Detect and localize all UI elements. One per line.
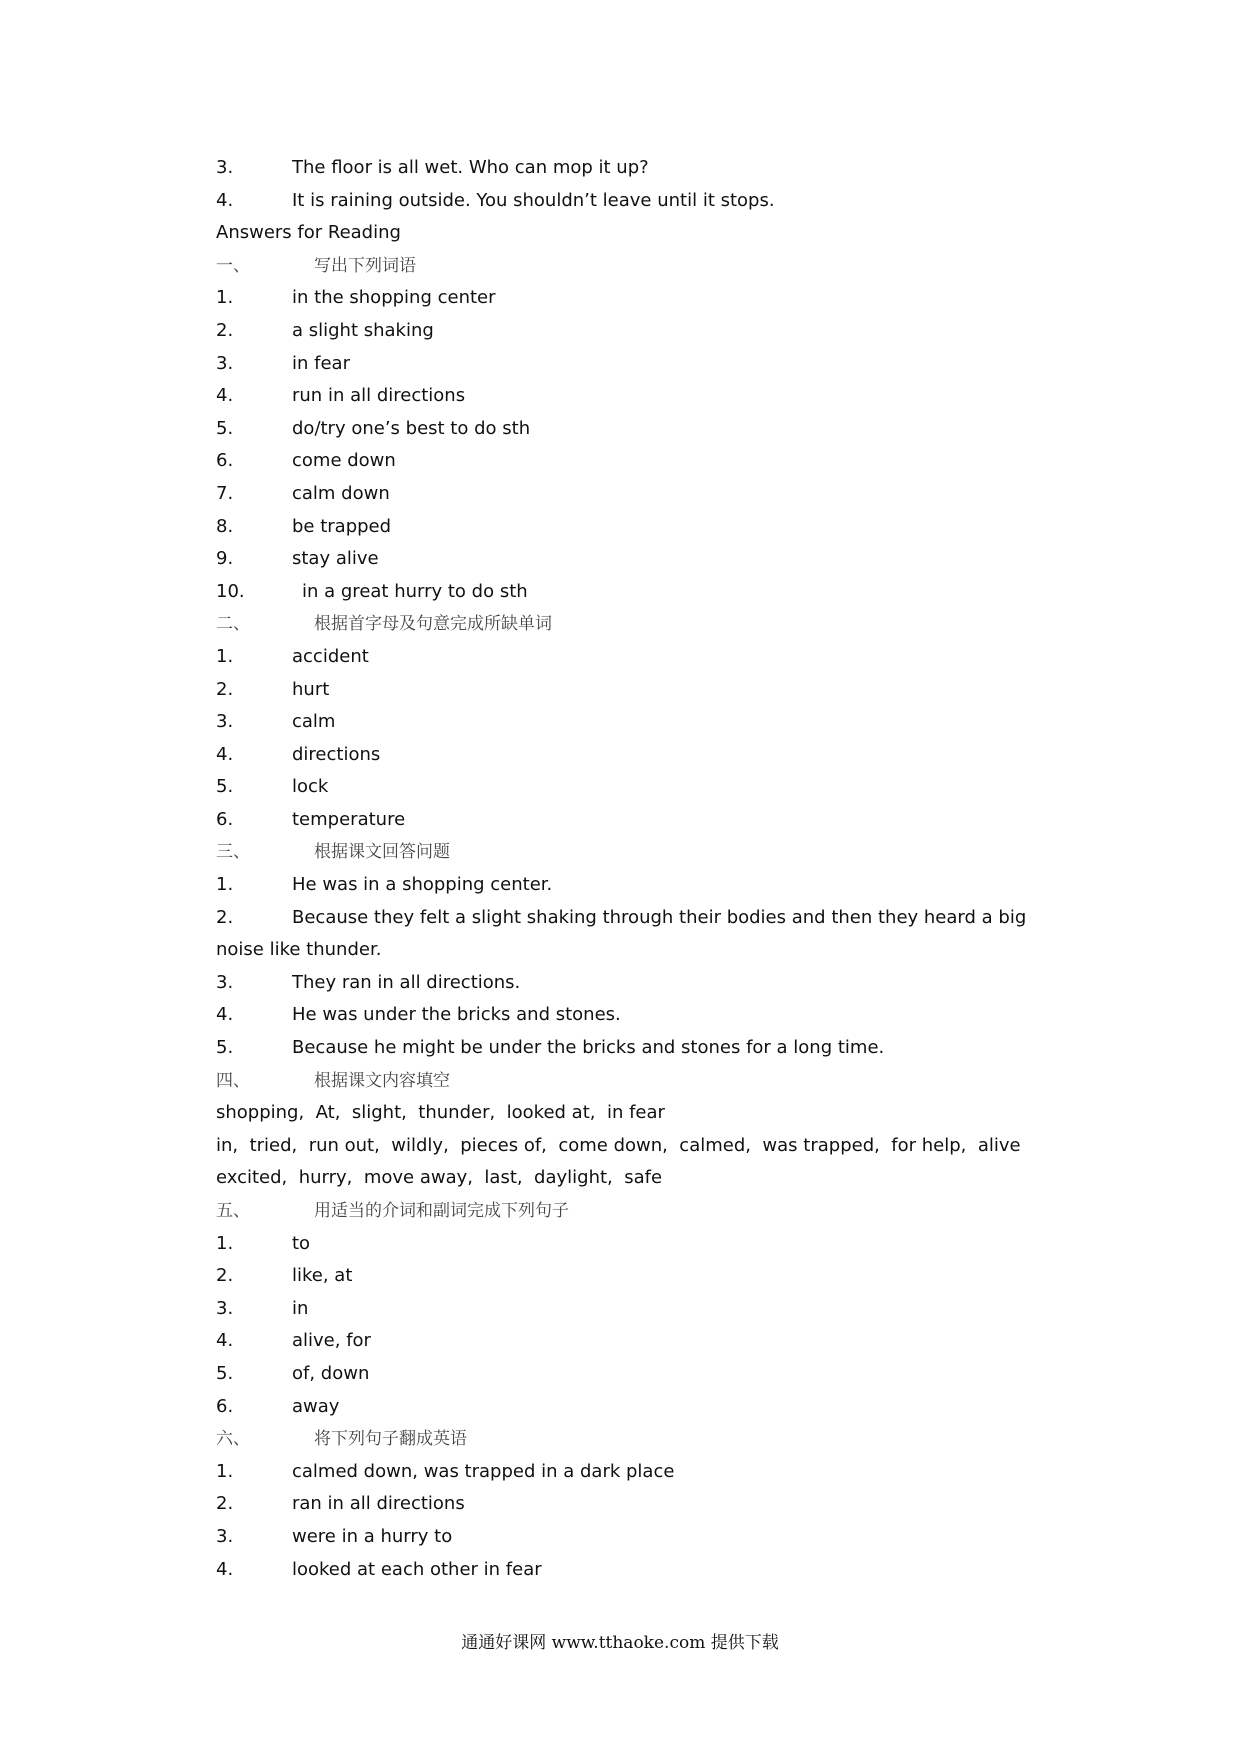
item-number: 1. [216, 645, 234, 667]
list-item [216, 576, 1066, 609]
item-text: come down [292, 450, 396, 472]
list-item [216, 185, 1066, 218]
item-number: 3. [216, 971, 234, 993]
list-item [216, 1032, 1066, 1065]
list-item [216, 869, 1066, 902]
section-title: 写出下列词语 [314, 255, 416, 276]
answers-title: Answers for Reading [216, 222, 401, 244]
list-item [216, 1488, 1066, 1521]
list-item [216, 543, 1066, 576]
list-item [216, 511, 1066, 544]
list-item [216, 282, 1066, 315]
item-text: directions [292, 743, 381, 765]
section-number: 一、 [216, 255, 250, 276]
item-number: 10. [216, 580, 245, 602]
list-item [216, 902, 1066, 967]
list-item [216, 967, 1066, 1000]
list-item [216, 1358, 1066, 1391]
item-text: ran in all directions [292, 1493, 465, 1515]
section-title: 用适当的介词和副词完成下列句子 [314, 1201, 569, 1221]
item-number: 3. [216, 352, 234, 374]
item-number: 4. [216, 1558, 234, 1580]
item-text: calmed down, was trapped in a dark place [292, 1460, 675, 1482]
section-heading [216, 608, 1066, 641]
item-number: 1. [216, 287, 234, 309]
section-number: 六、 [216, 1429, 250, 1450]
item-text: in fear [292, 352, 350, 374]
item-text: calm [292, 711, 336, 733]
item-number: 3. [216, 157, 234, 178]
section-heading [216, 1423, 1066, 1456]
list-item [216, 771, 1066, 804]
section-title: 根据课文内容填空 [314, 1070, 450, 1091]
list-item [216, 1456, 1066, 1489]
item-text: be trapped [292, 515, 392, 537]
list-item [216, 348, 1066, 381]
item-number: 1. [216, 874, 234, 896]
list-item [216, 1293, 1066, 1326]
item-text: to [292, 1232, 311, 1254]
item-number: 1. [216, 1232, 234, 1254]
list-item [216, 739, 1066, 772]
list-item [216, 1521, 1066, 1554]
item-number: 5. [216, 776, 234, 798]
section-number: 三、 [216, 842, 250, 863]
item-number: 2. [216, 319, 234, 341]
item-text: It is raining outside. You shouldn’t leave until it stops. [292, 189, 775, 211]
item-text: alive, for [292, 1330, 371, 1352]
item-number: 1. [216, 1460, 234, 1482]
item-number: 6. [216, 450, 234, 472]
item-text: in [292, 1297, 309, 1319]
item-number: 7. [216, 482, 234, 504]
list-item [216, 1554, 1066, 1587]
item-number: 4. [216, 385, 234, 407]
section-heading [216, 836, 1066, 869]
list-item [216, 1391, 1066, 1424]
item-text: in the shopping center [292, 287, 496, 309]
section-number: 五、 [216, 1201, 250, 1221]
section-heading [216, 250, 1066, 283]
list-item [216, 641, 1066, 674]
list-item [216, 413, 1066, 446]
item-number: 5. [216, 1362, 234, 1384]
item-number: 8. [216, 515, 234, 537]
item-text: looked at each other in fear [292, 1558, 542, 1580]
item-number: 4. [216, 189, 234, 211]
answer-key-content [216, 152, 1066, 1586]
item-number: 2. [216, 1265, 234, 1287]
item-text: He was under the bricks and stones. [292, 1004, 621, 1026]
list-item [216, 999, 1066, 1032]
fill-in-answers-line: excited, hurry, move away, last, daylight, safe [216, 1167, 663, 1189]
list-item [216, 478, 1066, 511]
item-number: 6. [216, 1395, 234, 1417]
list-item [216, 152, 1066, 185]
item-text: away [292, 1395, 340, 1417]
item-text: of, down [292, 1362, 370, 1384]
section-heading [216, 1065, 1066, 1098]
item-text: run in all directions [292, 385, 466, 407]
section-title: 根据课文回答问题 [314, 842, 450, 863]
item-text: in a great hurry to do sth [302, 580, 528, 602]
item-number: 2. [216, 1493, 234, 1515]
item-text: like, at [292, 1265, 353, 1287]
item-text: stay alive [292, 548, 379, 570]
section-number: 四、 [216, 1070, 250, 1091]
list-item [216, 315, 1066, 348]
item-number: 4. [216, 743, 234, 765]
list-item [216, 380, 1066, 413]
item-text: do/try one’s best to do sth [292, 417, 531, 439]
fill-in-answers-line: in, tried, run out, wildly, pieces of, come down, calmed, was trapped, for help, alive [216, 1134, 1021, 1156]
item-text: accident [292, 645, 369, 667]
item-number: 9. [216, 548, 234, 570]
list-item [216, 445, 1066, 478]
item-number: 4. [216, 1004, 234, 1026]
list-item [216, 1260, 1066, 1293]
item-text: were in a hurry to [292, 1525, 453, 1547]
page-footer: 通通好课网 www.tthaoke.com 提供下载 [461, 1633, 779, 1653]
item-text: lock [292, 776, 329, 798]
section-title: 将下列句子翻成英语 [314, 1429, 467, 1450]
item-number: 2. [216, 906, 234, 928]
item-text: hurt [292, 678, 330, 700]
item-number: 3. [216, 1525, 234, 1547]
item-text: The floor is all wet. Who can mop it up? [292, 157, 649, 178]
list-item [216, 674, 1066, 707]
section-number: 二、 [216, 614, 250, 635]
item-number: 3. [216, 1297, 234, 1319]
item-text: He was in a shopping center. [292, 874, 553, 896]
section-heading [216, 1195, 1066, 1228]
item-number: 6. [216, 808, 234, 830]
list-item [216, 1325, 1066, 1358]
item-text: a slight shaking [292, 319, 434, 341]
list-item [216, 804, 1066, 837]
item-number: 4. [216, 1330, 234, 1352]
list-item [216, 1228, 1066, 1261]
item-text: Because he might be under the bricks and stones for a long time. [292, 1037, 885, 1059]
item-number: 5. [216, 417, 234, 439]
item-text: They ran in all directions. [292, 971, 521, 993]
fill-in-answers-line: shopping, At, slight, thunder, looked at, in fear [216, 1102, 665, 1124]
item-number: 3. [216, 711, 234, 733]
list-item [216, 706, 1066, 739]
item-number: 5. [216, 1037, 234, 1059]
section-title: 根据首字母及句意完成所缺单词 [314, 614, 552, 635]
item-number: 2. [216, 678, 234, 700]
item-text: calm down [292, 482, 390, 504]
item-text: temperature [292, 808, 406, 830]
item-text: Because they felt a slight shaking through their bodies and then they heard a big noise like thunder. [216, 906, 1027, 961]
